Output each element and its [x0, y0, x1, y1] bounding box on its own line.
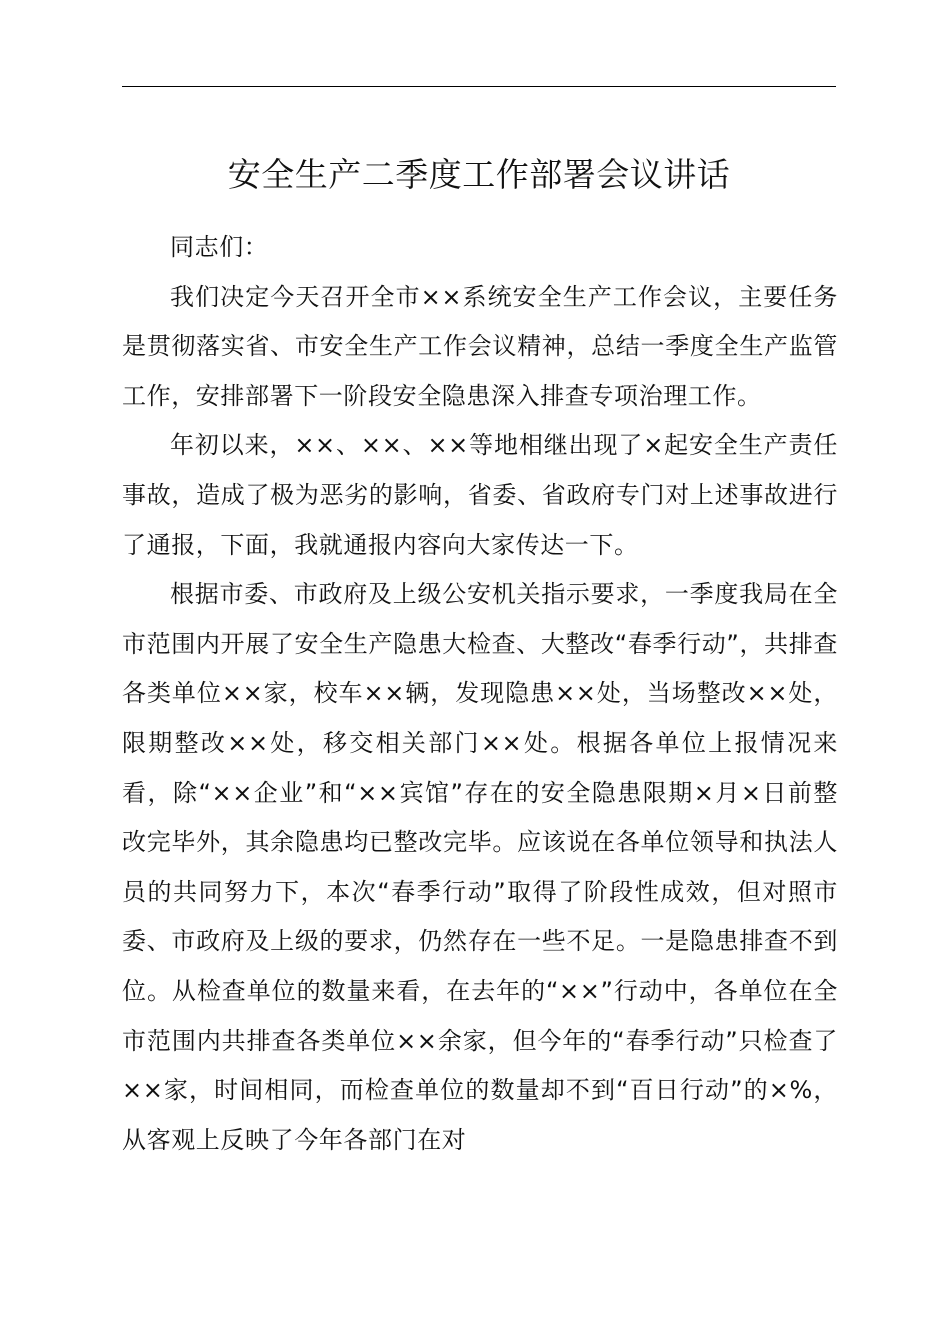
paragraph-accident-notice: 年初以来，××、××、××等地相继出现了×起安全生产责任事故，造成了极为恶劣的影响，省委、省政府专门对上述事故进行了通报，下面，我就通报内容向大家传达一下。: [122, 431, 838, 559]
header-rule: [122, 86, 836, 87]
document-body: [122, 223, 838, 1165]
paragraph-meeting-purpose: 我们决定今天召开全市××系统安全生产工作会议，主要任务是贯彻落实省、市安全生产工作会议精神，总结一季度全生产监管工作，安排部署下一阶段安全隐患深入排查专项治理工作。: [122, 282, 838, 410]
paragraph-spring-campaign: 根据市委、市政府及上级公安机关指示要求，一季度我局在全市范围内开展了安全生产隐患大检查、大整改“春季行动”，共排查各类单位××家，校车××辆，发现隐患××处，当场整改××处，限期整改××处，移交相关部门××处。根据各单位上报情况来看，除“××企业”和“××宾馆”存在的安全隐患限期×月×日前整改完毕外，其余隐患均已整改完毕。应该说在各单位领导和执法人员的共同努力下，本次“春季行动”取得了阶段性成效，但对照市委、市政府及上级的要求，仍然存在一些不足。一是隐患排查不到位。从检查单位的数量来看，在去年的“××”行动中，各单位在全市范围内共排查各类单位××余家，但今年的“春季行动”只检查了××家，时间相同，而检查单位的数量却不到“百日行动”的×%，从客观上反映了今年各部门在对: [122, 580, 838, 1154]
salutation: 同志们：: [170, 233, 269, 261]
document-title: 安全生产二季度工作部署会议讲话: [227, 155, 731, 194]
